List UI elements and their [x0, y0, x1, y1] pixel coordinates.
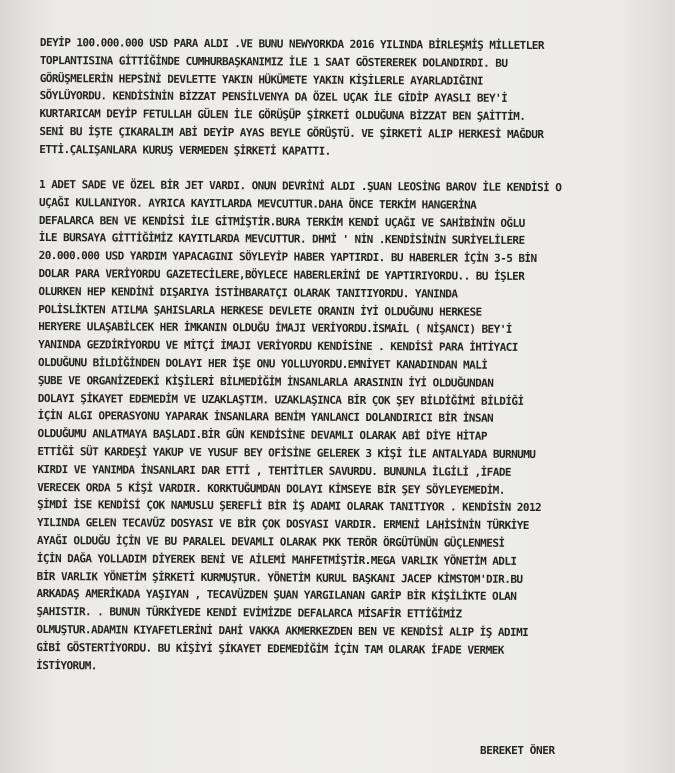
paragraph-2: [36, 176, 644, 678]
text-line: GİBİ GÖSTERTİYORDU. BU KİŞİYİ ŞİKAYET EDEMEDİĞİM İÇİN TAM OLARAK İFADE VERMEK: [36, 640, 504, 657]
text-line: AYAĞI OLDUĞU İÇİN VE BU PARALEL DEVAMLI OLARAK PKK TERÖR ÖRGÜTÜNÜN GÜÇLENMESİ: [36, 534, 505, 550]
text-line: OLDUĞUNU BİLDİĞİNDEN DOLAYI HER İŞE ONU YOLLUYORDU.EMNİYET KANADINDAN MALİ: [37, 356, 488, 372]
text-line: YILINDA GELEN TECAVÜZ DOSYASI VE BİR ÇOK DOSYASI VARDIR. ERMENİ LAHİSİNİN TÜRKİYE: [36, 516, 529, 533]
text-line: OLMUŞTUR.ADAMIN KIYAFETLERİNİ DAHİ VAKKA AKMERKEZDEN BEN VE KENDİSİ ALIP İŞ ADIMI: [36, 622, 529, 639]
text-line: BİR VARLIK YÖNETİM ŞİRKETİ KURMUŞTUR. YÖNETİM KURUL BAŞKANI JACEP KİMSTOM'DIR.BU: [36, 569, 523, 586]
text-line: ŞAHISTIR. . BUNUN TÜRKİYEDE KENDİ EVİMİZDE DEFALARCA MİSAFİR ETTİĞİMİZ: [36, 605, 462, 621]
text-line: 20.000.000 USD YARDIM YAPACAGINI SÖYLEYİP HABER YAPTIRDI. BU HABERLER İÇİN 3-5 BİN: [38, 249, 537, 266]
text-line: DEFALARCA BEN VE KENDİSİ İLE GİTMİŞTİR.BURA TERKİM KENDİ UÇAĞI VE SAHİBİNİN OĞLU: [38, 213, 525, 230]
signature-name: BEREKET ÖNER: [480, 744, 555, 757]
text-line: POLİSLİKTEN ATILMA ŞAHISLARLA HERKESE DEVLETE ORANIN İYİ OLDUĞUNU HERKESE: [38, 302, 482, 319]
text-line: ŞİMDİ İSE KENDİSİ ÇOK NAMUSLU ŞEREFLİ BİR İŞ ADAMI OLARAK TANITIYOR . KENDİSİN 2012: [37, 498, 542, 515]
text-line: VERECEK ORDA 5 KİŞİ VARDIR. KORKTUĞUMDAN DOLAYI KİMSEYE BİR ŞEY SÖYLEYEMEDİM.: [37, 480, 505, 497]
text-line: İSTİYORUM.: [36, 658, 97, 672]
text-line: OLDUĞUMU ANLATMAYA BAŞLADI.BİR GÜN KENDİSİNE DEVAMLI OLARAK ABİ DİYE HİTAP: [37, 427, 487, 443]
text-line: ARKADAŞ AMERİKADA YAŞIYAN , TECAVÜZDEN ŞUAN YARGILANAN GARİP BİR KİŞİLİKTE OLAN: [36, 587, 517, 604]
text-line: DOLAYI ŞİKAYET EDEMEDİM VE UZAKLAŞTIM. UZAKLAŞINCA BİR ÇOK ŞEY BİLDİĞİMİ BİLDİĞİ: [37, 391, 524, 408]
text-line: GÖRÜŞMELERİN HEPSİNİ DEVLETTE YAKIN HÜKÜMETE YAKIN KİŞİLERLE AYARLADIĞINI: [39, 71, 484, 88]
text-line: DEYİP 100.000.000 USD PARA ALDI .VE BUNU NEWYORKDA 2016 YILINDA BİRLEŞMİŞ MİLLETLER: [39, 35, 545, 53]
text-line: SENİ BU İŞTE ÇIKARALIM ABİ DEYİP AYAS BEYLE GÖRÜŞTÜ. VE ŞİRKETİ ALIP HERKESİ MAĞDUR: [39, 124, 544, 142]
text-line: UÇAĞI KULLANIYOR. AYRICA KAYITLARDA MEVCUTTUR.DAHA ÖNCE TERKİM HANGERİNA: [38, 195, 477, 212]
text-line: İÇİN DAĞA YOLLADIM DİYEREK BENİ VE AİLEMİ MAHFETMİŞTİR.MEGA VARLIK YÖNETİM ADLI: [36, 551, 517, 568]
text-line: İÇİN ALGI OPERASYONU YAPARAK İNSANLARA BENİM YANLANCI DOLANDIRICI BİR İNSAN: [37, 409, 494, 426]
text-line: ŞUBE VE ORGANİZEDEKİ KİŞİLERİ BİLMEDİĞİM İNSANLARLA ARASININ İYİ OLDUĞUNDAN: [37, 373, 494, 390]
text-line: OLURKEN HEP KENDİNİ DIŞARIYA İSTİHBARATÇI OLARAK TANITIYORDU. YANINDA: [38, 284, 458, 301]
text-line: KIRDI VE YANIMDA İNSANLARI DAR ETTİ , TEHTİTLER SAVURDU. BUNUNLA İLGİLİ ,İFADE: [37, 462, 512, 479]
text-line: ETTİ.ÇALIŞANLARA KURUŞ VERMEDEN ŞİRKETİ KAPATTI.: [39, 142, 331, 158]
paragraph-1: [39, 34, 645, 162]
text-line: 1 ADET SADE VE ÖZEL BİR JET VARDI. ONUN DEVRİNİ ALDI .ŞUAN LEOSİNG BAROV İLE KENDİSİ O: [39, 178, 562, 195]
text-line: TOPLANTISINA GİTTİĞİNDE CUMHURBAŞKANIMIZ İLE 1 SAAT GÖSTEREREK DOLANDIRDI. BU: [39, 53, 508, 70]
text-line: DOLAR PARA VERİYORDU GAZETECİLERE,BÖYLECE HABERLERİNİ DE YAPTIRIYORDU.. BU İŞLER: [38, 267, 525, 284]
text-line: YANINDA GEZDİRİYORDU VE MİTÇİ İMAJI VERİYORDU KENDİSİNE . KENDİSİ PARA İHTİYACI: [38, 338, 518, 355]
text-line: İLE BURSAYA GİTTİĞİMİZ KAYITLARDA MEVCUTTUR. DHMİ ' NİN .KENDİSİNİN SURİYELİLERE: [38, 231, 525, 248]
text-line: HERYERE ULAŞABİLCEK HER İMKANIN OLDUĞU İMAJI VERİYORDU.İSMAİL ( NİŞANCI) BEY'İ: [38, 320, 512, 337]
letter-body: [36, 34, 645, 678]
text-line: SÖYLÜYORDU. KENDİSİNİN BİZZAT PENSİLVENYA DA ÖZEL UÇAK İLE GİDİP AYASLI BEY'İ: [39, 89, 508, 106]
text-line: KURTARICAM DEYİP FETULLAH GÜLEN İLE GÖRÜŞÜP ŞİRKETİ OLDUĞUNA BİZZAT BEN ŞAİTTİM.: [39, 107, 526, 124]
text-line: ETTİĞİ SÜT KARDEŞİ YAKUP VE YUSUF BEY OFİSİNE GELEREK 3 KİŞİ İLE ANTALYADA BURNUMU: [37, 445, 536, 462]
